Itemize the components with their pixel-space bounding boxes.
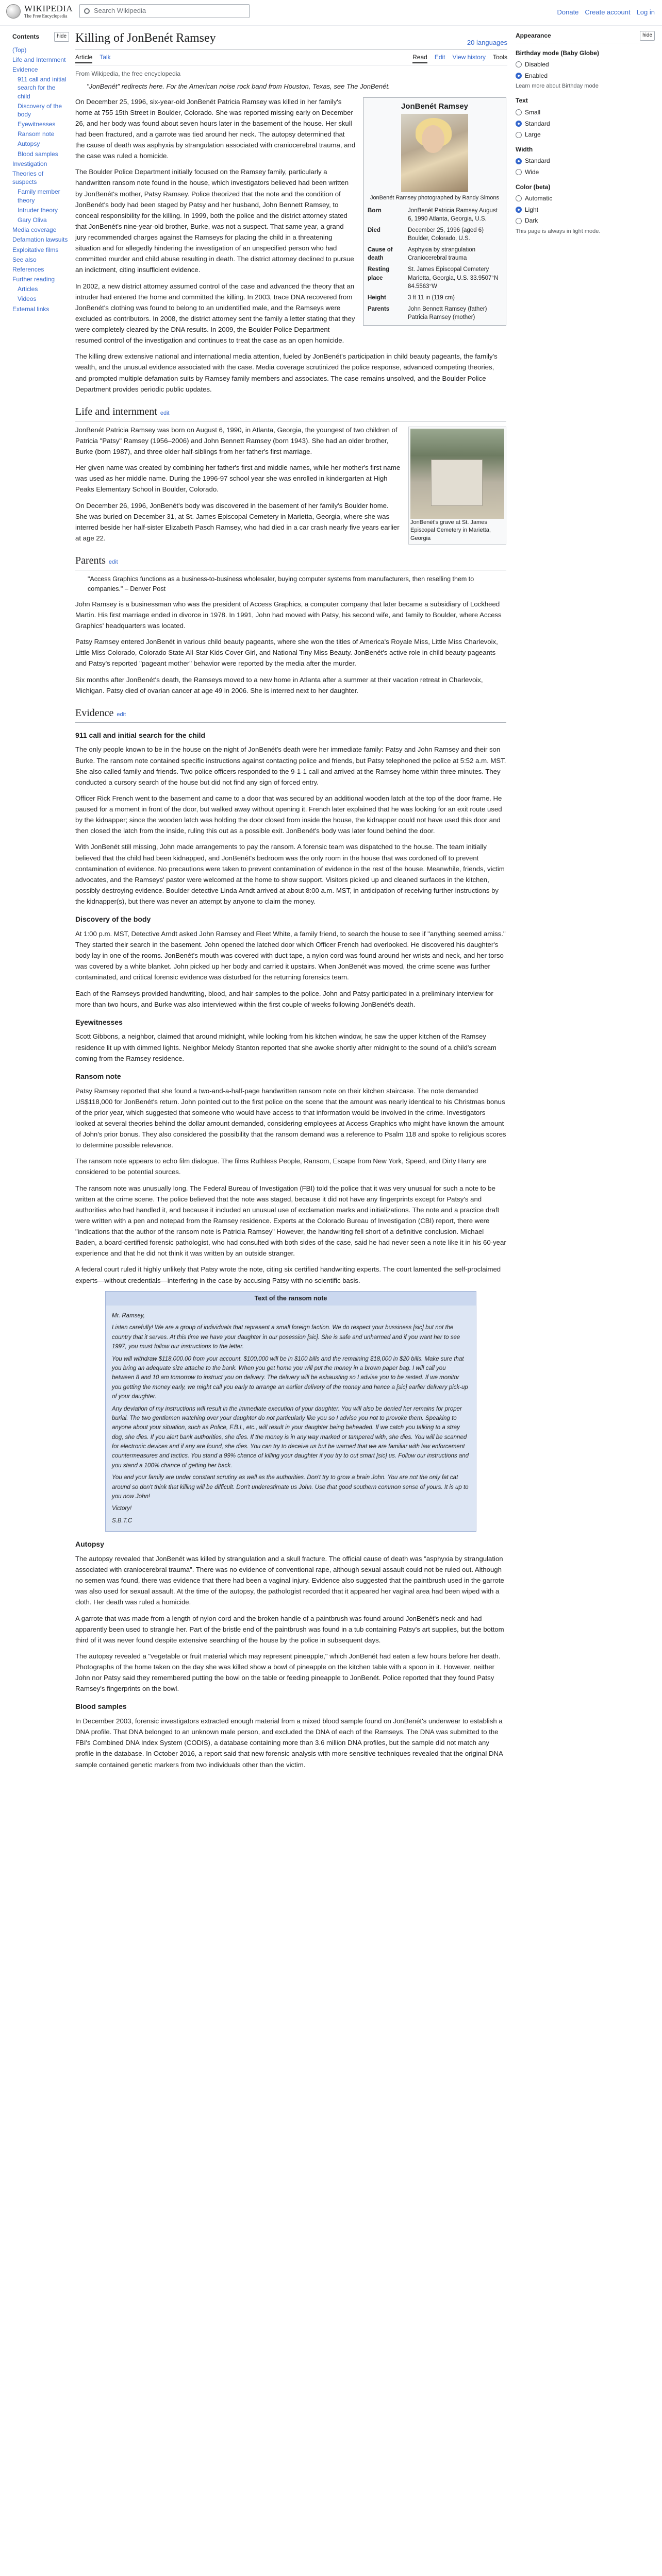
infobox-row bbox=[366, 225, 504, 244]
section-evidence: Evidence edit bbox=[75, 705, 506, 723]
appearance-hide-button[interactable]: hide bbox=[640, 31, 655, 41]
color-option-label: Dark bbox=[525, 217, 538, 225]
toc-heading: Contents bbox=[12, 33, 39, 40]
s3-paragraph-0: Scott Gibbons, a neighbor, claimed that around midnight, while looking from his kitchen window, he saw the upper kitchen of the Ramsey residence lit up with dimmed lights. Neighbor Melody Stanton reported that she awoke shortly after midnight to the sound of a child's scream coming from the Ramsey residence. bbox=[75, 1032, 496, 1062]
s2-paragraph-0: At 1:00 p.m. MST, Detective Arndt asked John Ramsey and Fleet White, a family friend, to search the house to see if "anything seemed amiss." They started their search in the basement. John opened the latched door which Officer French had overlooked. He discovered his daughter's body lay in one of the rooms. JonBenét's mouth was covered with duct tape, a nylon cord was found around her wrists and neck, and her torso was covered by a white blanket. John picked up her body and carried it upstairs. When JonBenét was moved, the crime scene was further contaminated, and critical forensic evidence was disturbed for the returning forensics team. bbox=[75, 929, 506, 981]
globe-icon bbox=[6, 4, 21, 19]
login-link[interactable]: Log in bbox=[636, 8, 655, 16]
logo-tagline: The Free Encyclopedia bbox=[24, 13, 68, 19]
toc-list bbox=[12, 46, 69, 313]
s4-paragraphs bbox=[75, 1086, 506, 1286]
ransom-line-3: Any deviation of my instructions will result in the immediate execution of your daughter. You will also be denied her remains for proper burial. The two gentlemen watching over your daughter do not particularly like you so I advise you not to provoke them. Speaking to anyone about your situation, such as Police, F.B.I., etc., will result in your daughter being beheaded. If we catch you talking to a stray dog, she dies. If you alert bank authorities, she dies. If the money is in any way marked or tampered with, she dies. You will be scanned for electronic devices and if any are found, she dies. You can try to deceive us but be warned that we are familiar with law enforcement countermeasures and tactics. You stand a 99% chance of killing your daughter if you try to out smart [sic] us. Follow our instructions and you stand a 100% chance of getting her back. bbox=[112, 1405, 469, 1469]
infobox-value: JonBenét Patricia Ramsey August 6, 1990 Atlanta, Georgia, U.S. bbox=[408, 207, 498, 222]
main-content bbox=[75, 26, 507, 1775]
infobox-title: JonBenét Ramsey bbox=[401, 101, 469, 111]
access-graphics-quote: "Access Graphics functions as a business-to-business wholesaler, buying computer systems from manufacturers, then reselling them to companies." – Denver Post bbox=[88, 575, 474, 593]
color-option-0[interactable] bbox=[516, 194, 655, 204]
toc-item-17[interactable]: See also bbox=[12, 256, 37, 263]
toc-item-10[interactable]: Theories of suspects bbox=[12, 170, 44, 186]
portrait-image[interactable] bbox=[401, 114, 468, 192]
ransom-line-5: Victory! bbox=[112, 1505, 132, 1512]
birthday-option-0[interactable] bbox=[516, 60, 655, 70]
infobox-value: St. James Episcopal Cemetery Marietta, Georgia, U.S. 33.9507°N 84.5563°W bbox=[408, 266, 499, 290]
toc-item-19[interactable]: Further reading bbox=[12, 276, 55, 283]
toc-item-15[interactable]: Defamation lawsuits bbox=[12, 236, 68, 244]
section-parents: Parents edit bbox=[75, 553, 506, 570]
infobox-label: Died bbox=[368, 227, 380, 234]
ransom-note-box bbox=[105, 1291, 476, 1532]
hatnote: "JonBenét" redirects here. For the American noise rock band from Houston, Texas, see The JonBenét. bbox=[87, 82, 390, 91]
text-size-option-label: Small bbox=[525, 109, 541, 116]
infobox-label: Height bbox=[368, 294, 386, 301]
birthday-option-label: Disabled bbox=[525, 61, 549, 69]
tab-article[interactable]: Article bbox=[75, 53, 92, 63]
donate-link[interactable]: Donate bbox=[557, 8, 579, 16]
birthday-learn-more[interactable]: Learn more about Birthday mode bbox=[516, 83, 599, 90]
create-account-link[interactable]: Create account bbox=[585, 8, 631, 16]
edit-link[interactable]: edit bbox=[108, 559, 118, 566]
infobox-label: Parents bbox=[368, 306, 390, 312]
ransom-line-2: You will withdraw $118,000.00 from your account. $100,000 will be in $100 bills and the remaining $18,000 in $20 bills. Make sure that you bring an adequate size attache to the bank. When you get home you will put the money in a brown paper bag. I will call you between 8 and 10 am tomorrow to instruct you on delivery. The delivery will be exhausting so I advise you to be rested. If we monitor you getting the money early, we might call you early to arrange an earlier delivery of the money and hence a [sic] earlier delivery pick-up of your daughter. bbox=[112, 1355, 468, 1400]
toc-item-4[interactable]: Discovery of the body bbox=[18, 102, 62, 118]
infobox-value: 3 ft 11 in (119 cm) bbox=[408, 294, 455, 301]
toc-item-13[interactable]: Gary Oliva bbox=[18, 216, 47, 224]
s5-paragraphs bbox=[75, 1553, 506, 1694]
text-size-option-2[interactable] bbox=[516, 130, 655, 140]
s1-paragraph-1: Officer Rick French went to the basement and came to a door that was secured by an additional wooden latch at the top of the door frame. He paused for a moment in front of the door, but walked away without opening it. French later explained that he was looking for an exit route used by the kidnapper; since the wooden latch was holding the door closed from inside the house, the kidnapper could not have used this door and then closed the latch from the inside, ruling this out as a possible exit. JonBenét's body was later found behind the door. bbox=[75, 794, 502, 835]
edit-link[interactable]: edit bbox=[117, 711, 126, 718]
ransom-line-0: Mr. Ramsey, bbox=[112, 1313, 145, 1319]
color-label: Color (beta) bbox=[516, 183, 551, 191]
toc-item-5[interactable]: Eyewitnesses bbox=[18, 121, 56, 128]
toc-item-18[interactable]: References bbox=[12, 265, 44, 273]
color-option-label: Light bbox=[525, 206, 539, 213]
parents-paragraph-2: Six months after JonBenét's death, the Ramseys moved to a new home in Atlanta after a summer at their vacation retreat in Charlevoix, Michigan. Patsy died of ovarian cancer at age 49 in 2006. She is interred next to her daughter. bbox=[75, 675, 483, 694]
infobox-row bbox=[366, 292, 504, 303]
text-size-option-label: Standard bbox=[525, 120, 550, 127]
s1-paragraph-2: With JonBenét still missing, John made arrangements to pay the ransom. A forensic team was dispatched to the house. The team initially believed that the child had been kidnapped, and JonBenét's bedroom was the only room in the house that was cordoned off to prevent contamination of evidence. No precautions were taken to prevent contamination of evidence in the rest of the house. Meanwhile, friends, victim advocates, and the Ramseys' pastor were welcomed at the home to show support. Visitors picked up and cleaned surfaces in the kitchen, possibly destroying evidence. Boulder detective Linda Arndt arrived at about 8:00 a.m. MST, in anticipation of receiving further instructions by the kidnapper(s), but there was never an attempt by anyone to claim the money. bbox=[75, 843, 505, 906]
logo-title: WIKIPEDIA bbox=[24, 4, 73, 13]
text-size-option-1[interactable] bbox=[516, 119, 655, 129]
toc-item-1[interactable]: Life and Internment bbox=[12, 56, 66, 63]
radio-icon[interactable] bbox=[516, 195, 522, 201]
s4-paragraph-2: The ransom note was unusually long. The Federal Bureau of Investigation (FBI) told the police that it was very unusual for such a note to be written at the crime scene. The police believed that the note was staged, because it did not have any fingerprints except for Patsy's and authorities who had handled it, and because it included an unusual use of exclamation marks and initializations. The note and a practice draft were written with a pen and notepad from the Ramsey residence. Experts at the Colorado Bureau of Investigation (CBI) report, there were "indications that the author of the ransom note is Patricia Ramsey" However, the handwriting fell short of a definitive conclusion. Michael Baden, a board-certified forensic pathologist, who had consulted with both sides of the case, said he had never seen a note like it in his 60-year experience and that he did not think it was written by an outside stranger. bbox=[75, 1184, 506, 1258]
personal-tools bbox=[557, 7, 655, 18]
lead-paragraph-1: The Boulder Police Department initially focused on the Ramsey family, particularly a handwritten ransom note found in the house, which investigators believed had been written by JonBenét's mother, Patsy Ramsey. Police theorized that the note and the condition of JonBenét's body had been staged by Patsy and her husband, John Bennett Ramsey, to conceal responsibility for the killing. In 1999, both the police and the district attorney stated that JonBenét's nine-year-old brother, Burke, was not a suspect. That same year, a grand jury recommended charges against the Ramseys for placing the child in a threatening situation and for allegedly hindering the investigation of an unspecified person who had committed murder and child abuse resulting in death. The district attorney declined to pursue an indictment, citing insufficient evidence. bbox=[75, 168, 354, 274]
radio-icon[interactable] bbox=[516, 207, 522, 213]
header bbox=[0, 0, 662, 26]
page-title: Killing of JonBenét Ramsey bbox=[75, 31, 216, 45]
infobox-caption: JonBenét Ramsey photographed by Randy Simons bbox=[370, 194, 500, 201]
width-option-0[interactable] bbox=[516, 156, 655, 166]
s6-paragraphs bbox=[75, 1716, 506, 1770]
toc-item-3[interactable]: 911 call and initial search for the child bbox=[18, 76, 67, 100]
s2-paragraphs bbox=[75, 928, 506, 1010]
infobox-row bbox=[366, 205, 504, 225]
life-paragraph-2: On December 26, 1996, JonBenét's body was discovered in the basement of her family's Boulder home. She was buried on December 31, at St. James Episcopal Cemetery in Marietta, Georgia, where she was interred beside her half-sister Elizabeth Pasch Ramsey, who had died in a car crash nearly five years earlier at age 22. bbox=[75, 501, 400, 542]
grave-caption: JonBenét's grave at St. James Episcopal Cemetery in Marietta, Georgia bbox=[410, 519, 491, 541]
parents-paragraph-0: John Ramsey is a businessman who was the president of Access Graphics, a computer company that later became a subsidiary of Lockheed Martin. His first marriage ended in divorce in 1978. In 1991, John had moved with Patsy, his second wife, and family to Boulder, where Access Graphics' headquarters was located. bbox=[75, 600, 502, 630]
color-option-label: Automatic bbox=[525, 195, 553, 202]
text-size-option-0[interactable] bbox=[516, 108, 655, 117]
toc-item-22[interactable]: External links bbox=[12, 305, 49, 313]
infobox bbox=[363, 97, 506, 326]
color-option-2[interactable] bbox=[516, 216, 655, 226]
s4-paragraph-3: A federal court ruled it highly unlikely that Patsy wrote the note, citing six certified handwriting experts. The court lamented the self-proclaimed experts—without credentials—interfering in the case by accusing Patsy with no scientific basis. bbox=[75, 1265, 501, 1284]
lead-paragraph-3: The killing drew extensive national and international media attention, fueled by JonBenét's participation in child beauty pageants, the family's wealth, and the unusual evidence associated with the case. Media coverage scrutinized the police response, advanced competing theories, and prompted multiple defamation suits by Ramsey family members and associates. The case remains unsolved, and the Boulder Police Department provides periodic public updates. bbox=[75, 352, 498, 393]
s4-paragraph-1: The ransom note appears to echo film dialogue. The films Ruthless People, Ransom, Escape from New York, Speed, and Dirty Harry are considered to be potential sources. bbox=[75, 1157, 487, 1176]
radio-icon[interactable] bbox=[516, 121, 522, 127]
toc-item-9[interactable]: Investigation bbox=[12, 160, 47, 167]
infobox-label: Born bbox=[368, 207, 382, 214]
color-option-1[interactable] bbox=[516, 205, 655, 215]
subsection-911-call: 911 call and initial search for the child bbox=[75, 731, 206, 739]
infobox-label: Cause of death bbox=[368, 247, 393, 262]
life-paragraph-0: JonBenét Patricia Ramsey was born on August 6, 1990, in Atlanta, Georgia, the youngest of two children of Patricia "Patsy" Ramsey (1956–2006) and John Bennett Ramsey (born 1943). She had an older brother, Burke (born 1987), and three older half-siblings from her father's first marriage. bbox=[75, 426, 398, 456]
appearance-heading: Appearance bbox=[516, 32, 551, 39]
toc-item-14[interactable]: Media coverage bbox=[12, 226, 57, 234]
width-option-1[interactable] bbox=[516, 167, 655, 177]
appearance-panel bbox=[516, 26, 655, 237]
s4-paragraph-0: Patsy Ramsey reported that she found a two-and-a-half-page handwritten ransom note on their kitchen staircase. The note demanded US$118,000 for JonBenét's return. John pointed out to the first police on the scene that the amount was nearly identical to his Christmas bonus of the prior year, which suggested that someone who would have access to that information would be involved in the crime. Investigators looked at several theories behind the dollar amount demanded, considering employees at Access Graphics who might have known the amount of John's prior bonus. They also considered the possibility that the ransom demand was a reference to Psalm 118 and spoke to religious scores to determine possible relevance. bbox=[75, 1087, 506, 1149]
ransom-note-title: Text of the ransom note bbox=[106, 1292, 476, 1306]
s5-paragraph-1: A garrote that was made from a length of nylon cord and the broken handle of a paintbrush was found around JonBenét's neck and had apparently been used to strangle her. Part of the bristle end of the paintbrush was found in a tub containing Patsy's art supplies, but the bottom third of it was never found despite extensive searching of the house by the police in subsequent days. bbox=[75, 1614, 504, 1644]
birthday-option-1[interactable] bbox=[516, 71, 655, 81]
ransom-line-1: Listen carefully! We are a group of individuals that represent a small foreign faction. We do respect your bussiness [sic] but not the country that it serves. At this time we have your daughter in our posession [sic]. She is safe and unharmed and if you want her to see 1997, you must follow our instructions to the letter. bbox=[112, 1325, 460, 1350]
width-label: Width bbox=[516, 145, 533, 153]
birthday-mode-label: Birthday mode (Baby Globe) bbox=[516, 49, 600, 57]
infobox-row bbox=[366, 264, 504, 292]
text-size-options bbox=[516, 108, 655, 140]
ransom-note-body bbox=[106, 1306, 476, 1531]
subsection-discovery: Discovery of the body bbox=[75, 915, 151, 924]
lead-paragraph-2: In 2002, a new district attorney assumed control of the case and advanced the theory that an intruder had entered the home and committed the killing. In 2003, trace DNA recovered from JonBenét's clothing was found to belong to an unidentified male, and the Ramseys were excluded as contributors. In 2008, the district attorney sent the family a letter stating that they were completely cleared by the DNA results. In 2009, the Boulder Police Department resumed control of the investigation and continues to treat the case as an open homicide. bbox=[75, 282, 355, 345]
radio-icon[interactable] bbox=[516, 132, 522, 138]
width-option-label: Wide bbox=[525, 168, 539, 176]
subsection-blood-samples: Blood samples bbox=[75, 1702, 127, 1711]
toc-item-20[interactable]: Articles bbox=[18, 285, 38, 293]
s3-paragraphs bbox=[75, 1031, 506, 1063]
width-option-label: Standard bbox=[525, 157, 550, 165]
tab-edit[interactable]: Edit bbox=[434, 54, 445, 61]
toc-item-0[interactable]: (Top) bbox=[12, 46, 27, 54]
toc-item-8[interactable]: Blood samples bbox=[18, 150, 58, 158]
tab-read[interactable]: Read bbox=[412, 53, 427, 63]
color-note: This page is always in light mode. bbox=[516, 228, 601, 234]
s5-paragraph-0: The autopsy revealed that JonBenét was killed by strangulation and a skull fracture. The official cause of death was "asphyxia by strangulation associated with craniocerebral trauma". There was no evidence of conventional rape, although sexual assault could not be ruled out. Although no semen was found, there was evidence that there had been a vaginal injury. Evidence also suggested that the paintbrush used in the garrote was also used for sexual assault. At the time of the autopsy, the pathologist recorded that it appeared her vaginal area had been wiped with a cloth. Her death was ruled a homicide. bbox=[75, 1554, 504, 1606]
s1-paragraph-0: The only people known to be in the house on the night of JonBenét's death were her immediate family: Patsy and John Ramsey and their son Burke. The ransom note contained specific instructions against contacting police and friends, but Patsy telephoned the police at 5:52 a.m. MST. She also called family and friends. Two police officers responded to the 9-1-1 call and arrived at the Ramsey home within three minutes. They conducted a cursory search of the house but did not find any sign of forced entry. bbox=[75, 745, 506, 786]
subsection-ransom-note: Ransom note bbox=[75, 1072, 121, 1080]
tab-talk[interactable]: Talk bbox=[100, 54, 111, 61]
radio-icon[interactable] bbox=[516, 61, 522, 67]
parents-paragraphs bbox=[75, 599, 506, 696]
infobox-value: Asphyxia by strangulation Craniocerebral trauma bbox=[408, 247, 476, 262]
subsection-eyewitnesses: Eyewitnesses bbox=[75, 1018, 123, 1026]
from-wikipedia: From Wikipedia, the free encyclopedia bbox=[75, 70, 181, 77]
radio-icon[interactable] bbox=[516, 73, 522, 79]
subsection-autopsy: Autopsy bbox=[75, 1540, 104, 1549]
toc-item-7[interactable]: Autopsy bbox=[18, 140, 40, 148]
width-options bbox=[516, 156, 655, 177]
s6-paragraph-0: In December 2003, forensic investigators extracted enough material from a mixed blood sample found on JonBenét's underwear to establish a DNA profile. That DNA belonged to an unknown male person, and excluded the DNA of each of the Ramseys. The DNA was submitted to the FBI's Combined DNA Index System (CODIS), a database containing more than 3.6 million DNA profiles, but the sample did not match any profile in the database. In October 2016, a report said that new forensic analysis with more sensitive techniques revealed that the original DNA sample contained genetic markers from two individuals other than the victim. bbox=[75, 1717, 503, 1769]
toc-item-16[interactable]: Exploitative films bbox=[12, 246, 59, 253]
s2-paragraph-1: Each of the Ramseys provided handwriting, blood, and hair samples to the police. John and Patsy participated in a preliminary interview for more than two hours, and Burke was also interviewed within the first couple of weeks following JonBenét's death. bbox=[75, 989, 493, 1008]
lead-paragraph-0: On December 25, 1996, six-year-old JonBenét Patricia Ramsey was killed in her family's home at 755 15th Street in Boulder, Colorado. She was reported missing early on December 26, and her body was found about seven hours later in the basement of the house. Her skull had been fractured, and a garrote was tied around her neck. The autopsy determined that the cause of death was asphyxia by strangulation associated with craniocerebral trauma, and the case was ruled a homicide. bbox=[75, 97, 356, 160]
grave-thumbnail[interactable] bbox=[408, 427, 506, 545]
infobox-value: December 25, 1996 (aged 6) Boulder, Colorado, U.S. bbox=[408, 227, 484, 242]
section-life: Life and internment edit bbox=[75, 404, 506, 421]
table-of-contents bbox=[0, 26, 75, 315]
toc-item-6[interactable]: Ransom note bbox=[18, 130, 55, 138]
infobox-label: Resting place bbox=[368, 266, 390, 281]
radio-icon[interactable] bbox=[516, 109, 522, 115]
wikipedia-logo[interactable] bbox=[6, 4, 73, 19]
tab-view-history[interactable]: View history bbox=[452, 54, 486, 61]
toc-item-11[interactable]: Family member theory bbox=[18, 188, 60, 204]
s1-paragraphs bbox=[75, 744, 506, 907]
language-button[interactable]: 20 languages bbox=[467, 39, 507, 47]
text-size-label: Text bbox=[516, 97, 528, 105]
search-input[interactable] bbox=[79, 4, 250, 18]
page-tabs bbox=[75, 53, 507, 66]
color-options bbox=[516, 194, 655, 226]
text-size-option-label: Large bbox=[525, 131, 541, 139]
search-placeholder: Search Wikipedia bbox=[94, 7, 146, 15]
radio-icon[interactable] bbox=[516, 158, 522, 164]
ransom-line-4: You and your family are under constant scrutiny as well as the authorities. Don't try to grow a brain John. You are not the only fat cat around so don't think that killing will be difficult. Don't underestimate us John. Use that good southern common sense of yours. It is up to you now John! bbox=[112, 1475, 469, 1500]
toc-item-21[interactable]: Videos bbox=[18, 295, 37, 303]
parents-paragraph-1: Patsy Ramsey entered JonBenét in various child beauty pageants, where she won the titles of America's Royale Miss, Little Miss Charlevoix, Little Miss Colorado, Colorado State All-Star Kids Cover Girl, and National Tiny Miss Beauty. JonBenét's active role in child beauty pageants and Patsy's reported "pageant mother" behavior were reported by the media after the murder. bbox=[75, 638, 498, 668]
birthday-options bbox=[516, 60, 655, 80]
ransom-line-6: S.B.T.C bbox=[112, 1517, 133, 1524]
infobox-row bbox=[366, 303, 504, 323]
tab-tools[interactable]: Tools bbox=[492, 54, 507, 61]
grave-image[interactable] bbox=[410, 429, 504, 519]
toc-item-2[interactable]: Evidence bbox=[12, 65, 38, 73]
toc-hide-button[interactable]: hide bbox=[54, 32, 69, 42]
edit-link[interactable]: edit bbox=[160, 410, 170, 416]
toc-item-12[interactable]: Intruder theory bbox=[18, 206, 58, 214]
life-paragraph-1: Her given name was created by combining her father's first and middle names, while her mother's first name was used as her middle name. During the 1996-97 school year she was enrolled in kindergarten at High Peaks Elementary School in Boulder, Colorado. bbox=[75, 464, 401, 494]
infobox-value: John Bennett Ramsey (father) Patricia Ramsey (mother) bbox=[408, 306, 487, 320]
radio-icon[interactable] bbox=[516, 169, 522, 175]
birthday-option-label: Enabled bbox=[525, 72, 548, 79]
s5-paragraph-2: The autopsy revealed a "vegetable or fruit material which may represent pineapple," which JonBenét had eaten a few hours before her death. Photographs of the home taken on the day she was killed show a bowl of pineapple on the kitchen table with a spoon in it. However, neither John nor Patsy said they remembered putting the bowl on the table or feeding pineapple to JonBenét. Police reported that they found Patsy Ramsey's fingerprints on the bowl. bbox=[75, 1652, 501, 1693]
search-icon bbox=[84, 8, 90, 14]
infobox-row bbox=[366, 244, 504, 264]
radio-icon[interactable] bbox=[516, 218, 522, 224]
